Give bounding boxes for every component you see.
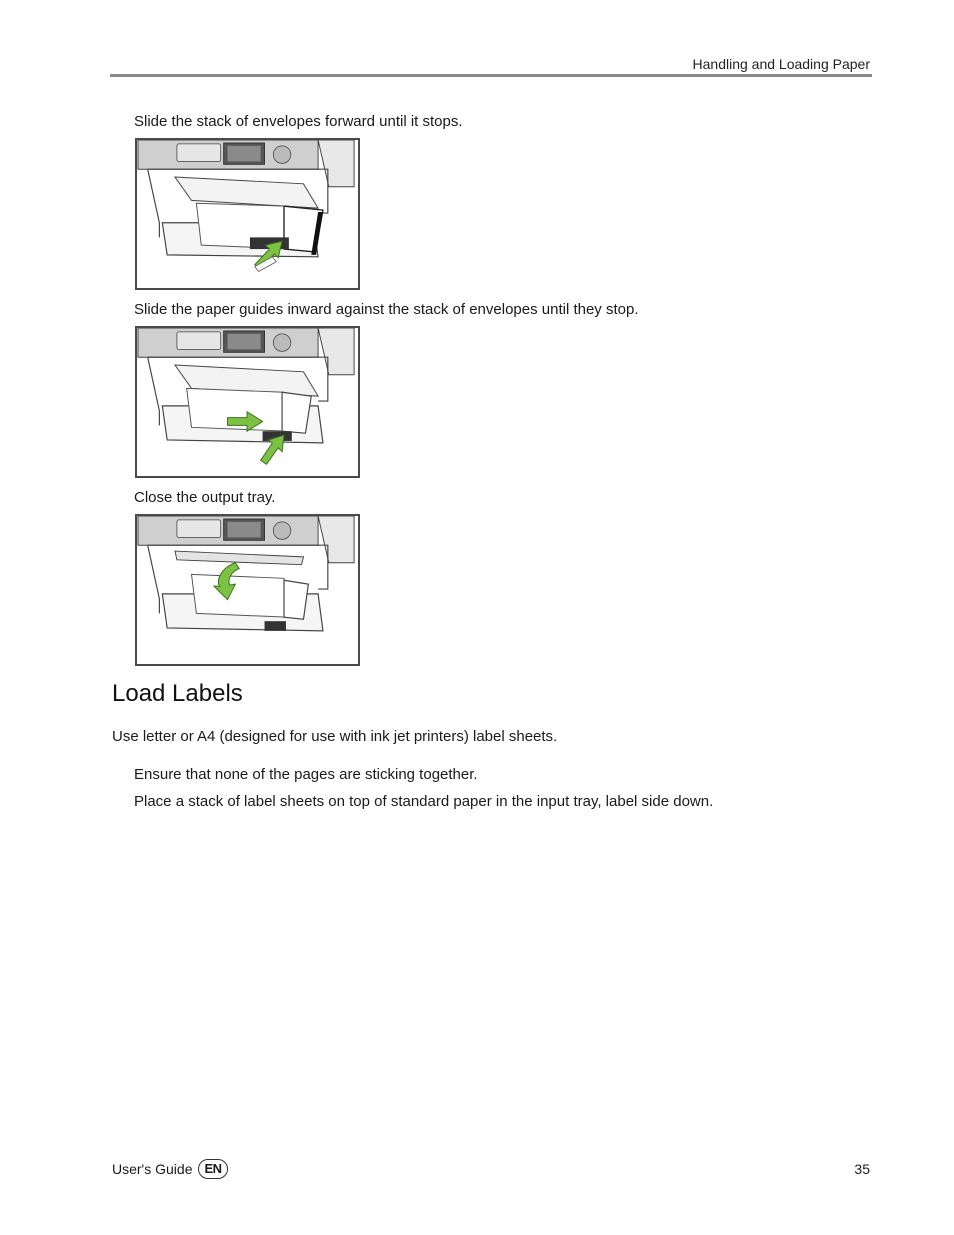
- page-number: 35: [854, 1161, 870, 1177]
- step-slide-envelopes: Slide the stack of envelopes forward until it stops.: [134, 113, 463, 130]
- step-slide-paper-guides: Slide the paper guides inward against the stack of envelopes until they stop.: [134, 301, 639, 318]
- running-header: Handling and Loading Paper: [692, 56, 870, 72]
- step-place-label-sheets: Place a stack of label sheets on top of standard paper in the input tray, label side down.: [134, 793, 714, 810]
- printer-envelope-slide-forward-illustration: [137, 140, 358, 288]
- printer-close-output-tray-illustration: [137, 516, 358, 664]
- figure-slide-envelopes: [135, 138, 360, 290]
- header-rule: [110, 74, 872, 77]
- step-ensure-pages-not-sticking: Ensure that none of the pages are sticking together.: [134, 766, 478, 783]
- figure-close-output-tray: [135, 514, 360, 666]
- printer-paper-guides-inward-illustration: [137, 328, 358, 476]
- footer-guide-label: User's Guide: [112, 1161, 193, 1177]
- figure-paper-guides: [135, 326, 360, 478]
- footer-guide: [112, 1159, 228, 1179]
- load-labels-intro: Use letter or A4 (designed for use with ink jet printers) label sheets.: [112, 728, 558, 745]
- step-close-output-tray: Close the output tray.: [134, 489, 276, 506]
- language-badge-icon: EN: [198, 1159, 227, 1179]
- section-heading-load-labels: Load Labels: [112, 680, 243, 707]
